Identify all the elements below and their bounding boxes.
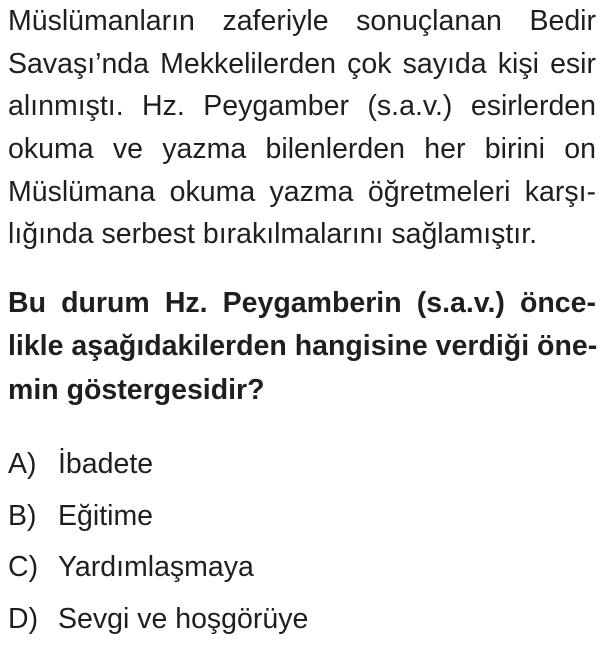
answer-options <box>8 442 596 648</box>
option-c[interactable] <box>8 545 596 597</box>
option-text: İbadete <box>58 448 154 480</box>
question-line: min göstergesidir? <box>8 373 265 406</box>
option-letter: B) <box>8 499 37 532</box>
option-text: Sevgi ve hoşgörüye <box>58 602 309 635</box>
question-page <box>8 0 598 635</box>
passage-line: Savaşı’nda Mekkelilerden çok sayıda kişi esir <box>8 47 596 80</box>
option-a[interactable] <box>8 442 596 494</box>
passage-line: Müslümanların zaferiyle sonuçlanan Bedir <box>8 5 596 37</box>
passage-line: lığında serbest bırakılmalarını sağlamıştır. <box>8 218 538 251</box>
question-line: Bu durum Hz. Peygamberin (s.a.v.) önce- <box>8 287 596 319</box>
option-text: Yardımlaşmaya <box>58 551 254 583</box>
passage-line: okuma ve yazma bilenlerden her birini on <box>8 133 596 166</box>
passage-line: alınmıştı. Hz. Peygamber (s.a.v.) esirlerden <box>8 90 596 123</box>
passage-text <box>8 0 596 256</box>
option-letter: C) <box>8 551 39 583</box>
option-text: Eğitime <box>58 499 154 532</box>
question-line: likle aşağıdakilerden hangisine verdiği öne- <box>8 330 598 363</box>
passage-line: Müslümana okuma yazma öğretmeleri karşı- <box>8 175 596 208</box>
option-letter: D) <box>8 602 39 635</box>
option-letter: A) <box>8 448 37 480</box>
option-b[interactable] <box>8 494 596 546</box>
option-d[interactable] <box>8 597 596 649</box>
question-stem <box>8 282 596 412</box>
